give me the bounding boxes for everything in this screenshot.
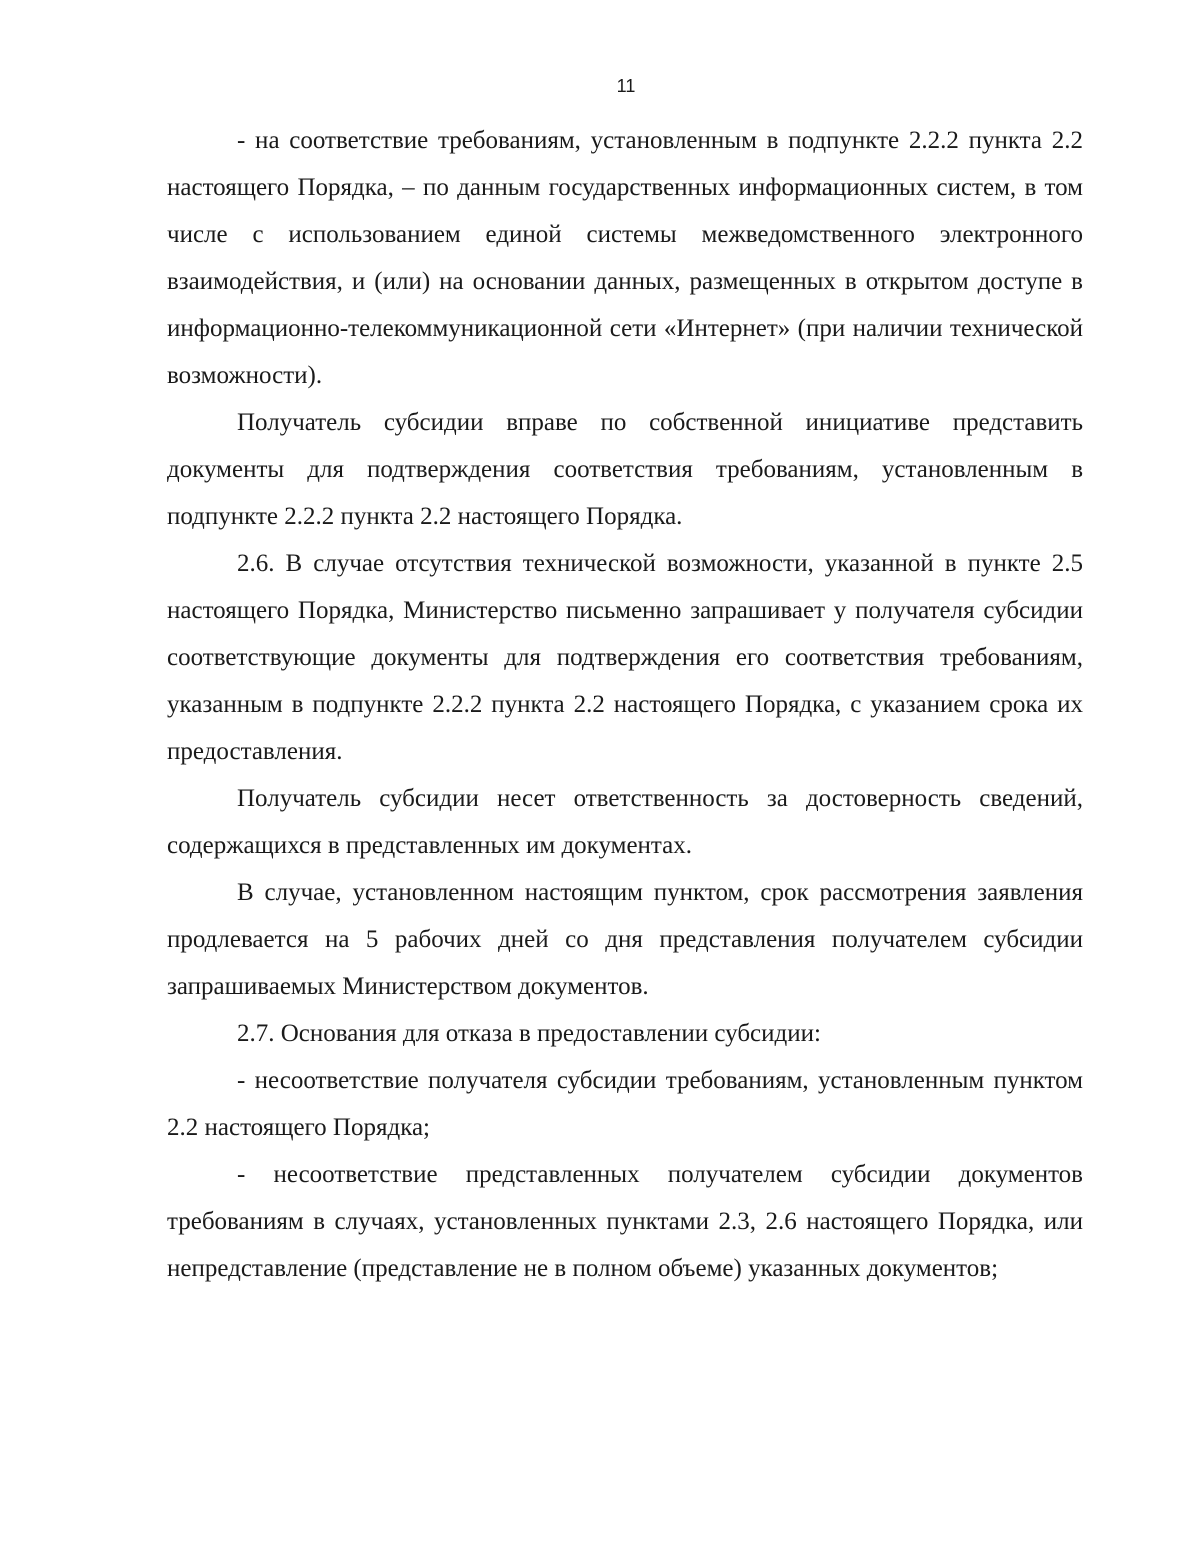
paragraph-own-initiative: Получатель субсидии вправе по собственной инициативе представить документы для подтверждения соответствия требованиям, установленным в подпункте 2.2.2 пункта 2.2 настоящего Порядка.	[167, 409, 1083, 530]
paragraph-responsibility: Получатель субсидии несет ответственность за достоверность сведений, содержащихся в представленных им документах.	[167, 785, 1083, 859]
paragraph-review-extension: В случае, установленном настоящим пунктом, срок рассмотрения заявления продлевается на 5 рабочих дней со дня представления получателем субсидии запрашиваемых Министерством документов.	[167, 879, 1083, 1000]
page-number: 11	[616, 76, 636, 96]
paragraph-refusal-reason-1: - несоответствие получателя субсидии требованиям, установленным пунктом 2.2 настоящего Порядка;	[167, 1067, 1083, 1141]
paragraph-refusal-reason-2: - несоответствие представленных получателем субсидии документов требованиям в случаях, установленных пунктами 2.3, 2.6 настоящего Порядка, или непредставление (представление не в полном объеме) указанных документов;	[167, 1161, 1083, 1282]
paragraph-2-7: 2.7. Основания для отказа в предоставлении субсидии:	[237, 1020, 821, 1047]
document-body	[167, 117, 1083, 1292]
paragraph-2-6: 2.6. В случае отсутствия технической возможности, указанной в пункте 2.5 настоящего Порядка, Министерство письменно запрашивает у получателя субсидии соответствующие документы для подтверждения его соответствия требованиям, указанным в подпункте 2.2.2 пункта 2.2 настоящего Порядка, с указанием срока их предоставления.	[167, 550, 1083, 765]
paragraph-requirements-check: - на соответствие требованиям, установленным в подпункте 2.2.2 пункта 2.2 настоящего Порядка, – по данным государственных информационных систем, в том числе с использованием единой системы межведомственного электронного взаимодействия, и (или) на основании данных, размещенных в открытом доступе в информационно-телекоммуникационной сети «Интернет» (при наличии технической возможности).	[167, 127, 1083, 389]
